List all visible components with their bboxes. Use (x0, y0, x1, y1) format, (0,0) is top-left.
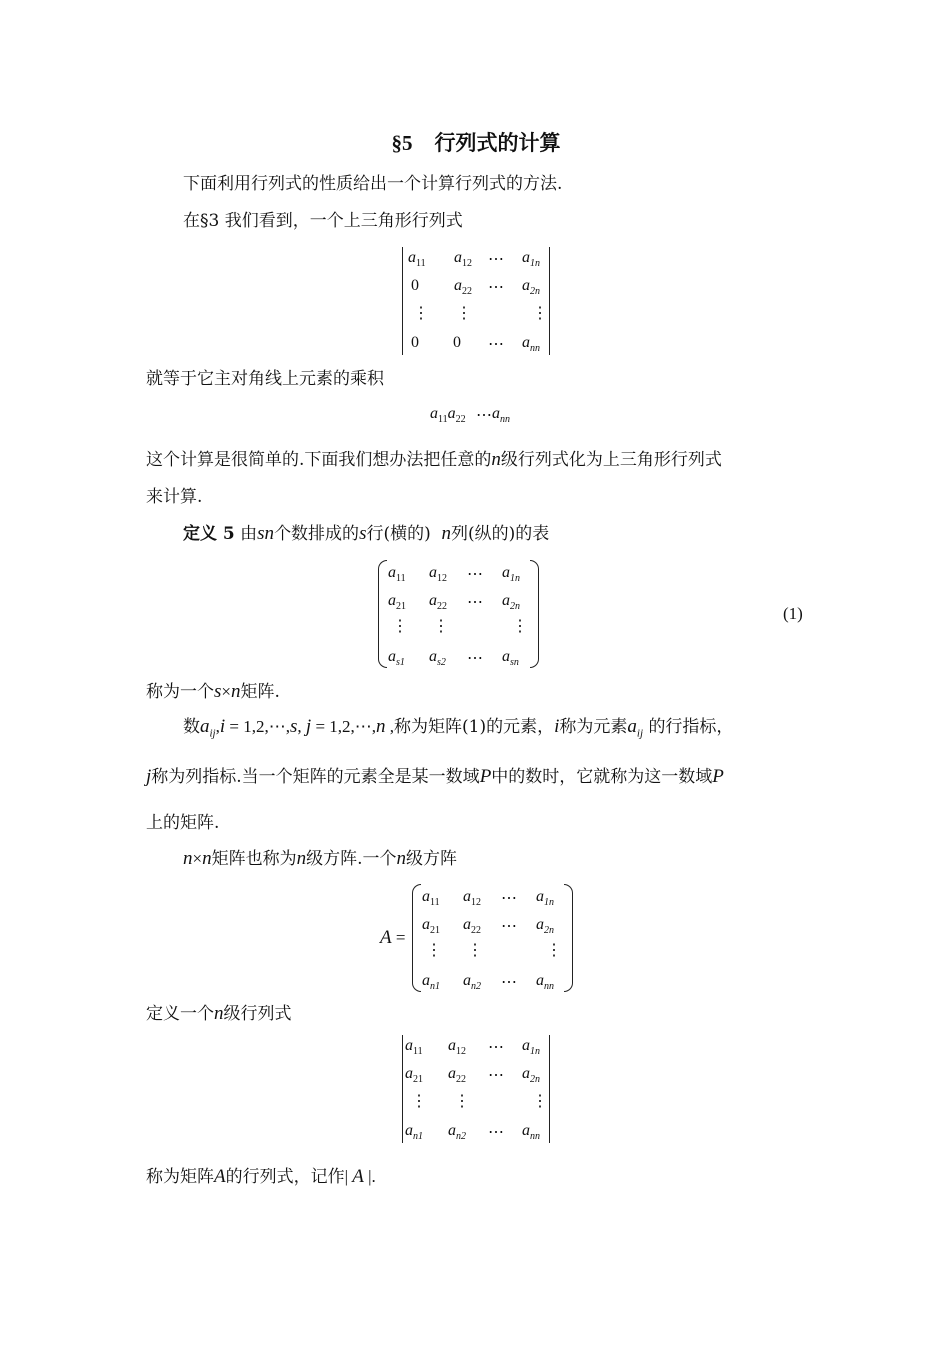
page-title (0, 127, 952, 157)
paragraph-matrix-over-field: 上的矩阵. (146, 813, 220, 833)
paragraph-determinant-notation: 称为矩阵A的行列式，记作| A |. (146, 1166, 376, 1187)
paragraph-method-end: 来计算. (146, 487, 203, 507)
paragraph-diagonal-product: 就等于它主对角线上元素的乘积 (146, 369, 384, 389)
equation-number: (1) (783, 604, 803, 623)
paragraph-method: 这个计算是很简单的.下面我们想办法把任意的n级行列式化为上三角形行列式 (146, 449, 722, 470)
paragraph-define-determinant: 定义一个n级行列式 (146, 1003, 292, 1024)
paragraph-upper-triangular: 在§3 我们看到，一个上三角形行列式 (183, 211, 463, 231)
matrix-s-by-n: $a_{11}$ $a_{12}$ ⋯ $a_{1n}$ $a_{21}$ $a_{22}$ ⋯ $a_{2n}$ ⋮ ⋮ ⋮ $a_{s1}$ $a_{s2}$ ⋯ $a_{sn}$ (378, 558, 540, 670)
matrix-A-label: A = (380, 927, 406, 948)
matrix-A: $a_{11}$ $a_{12}$ ⋯ $a_{1n}$ $a_{21}$ $a_{22}$ ⋯ $a_{2n}$ ⋮ ⋮ ⋮ $a_{n1}$ $a_{n2}$ ⋯ $a_{nn}$ (412, 882, 574, 994)
paragraph-intro: 下面利用行列式的性质给出一个计算行列式的方法. (183, 174, 563, 194)
section-title: 行列式的计算 (434, 130, 561, 155)
paragraph-column-index: j称为列指标.当一个矩阵的元素全是某一数域P中的数时，它就称为这一数域P (146, 766, 724, 787)
upper-triangular-determinant: $a_{11}$ $a_{12}$ ⋯ $a_{1n}$ 0 $a_{22}$ ⋯ $a_{2n}$ ⋮ ⋮ ⋮ 0 0 ⋯ $a_{nn}$ (402, 245, 554, 357)
diagonal-product: $a_{11}a_{22}$ ⋯ $a_{nn}$ (430, 405, 510, 426)
paragraph-s-by-n: 称为一个s×n矩阵. (146, 681, 280, 702)
definition-5: 定义 5 由sn个数排成的s行(横的) n列(纵的)的表 (183, 523, 550, 544)
section-number: §5 (391, 131, 413, 155)
paragraph-elements: 数$a_{ij},i$ = 1,2,⋯,s, j = 1,2,⋯,n ,称为矩阵(1)的元素，i称为元素$a_{ij}$ 的行指标， (183, 716, 734, 740)
paragraph-square-matrix: n×n矩阵也称为n级方阵.一个n级方阵 (183, 848, 457, 869)
determinant-of-A: $a_{11}$ $a_{12}$ ⋯ $a_{1n}$ $a_{21}$ $a_{22}$ ⋯ $a_{2n}$ ⋮ ⋮ ⋮ $a_{n1}$ $a_{n2}$ ⋯ $a_{nn}$ (402, 1033, 554, 1145)
